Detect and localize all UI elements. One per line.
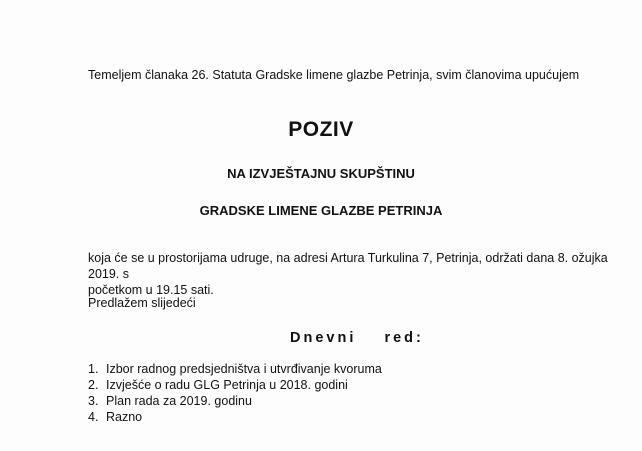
agenda-item-number: 2. [88,378,99,392]
meeting-details [88,250,620,298]
agenda-item-number: 1. [88,362,99,376]
agenda-item-text: Plan rada za 2019. godinu [106,394,252,408]
agenda-item-text: Razno [106,410,143,424]
agenda-item [88,393,382,409]
agenda-item-number: 3. [88,394,99,408]
agenda-heading: Dnevni red: [290,330,424,346]
subtitle-organization: GRADSKE LIMENE GLAZBE PETRINJA [199,203,443,218]
meeting-details-line-1: koja će se u prostorijama udruge, na adresi Artura Turkulina 7, Petrinja, održati dana 8. ožujka 2019. s [88,251,608,281]
agenda-item-text: Izvješće o radu GLG Petrinja u 2018. godini [106,378,348,392]
subtitle-assembly: NA IZVJEŠTAJNU SKUPŠTINU [227,166,415,181]
agenda-item-text: Izbor radnog predsjedništva i utvrđivanje kvoruma [106,362,382,376]
intro-text: Temeljem članaka 26. Statuta Gradske limene glazbe Petrinja, svim članovima upućujem [88,68,580,82]
agenda-item [88,409,382,425]
agenda-item [88,361,382,377]
document-title: POZIV [288,118,354,141]
agenda-item-number: 4. [88,410,99,424]
proposal-text: Predlažem slijedeći [88,296,196,310]
agenda-list [88,361,382,425]
meeting-details-line-2: početkom u 19.15 sati. [88,283,214,297]
agenda-item [88,377,382,393]
